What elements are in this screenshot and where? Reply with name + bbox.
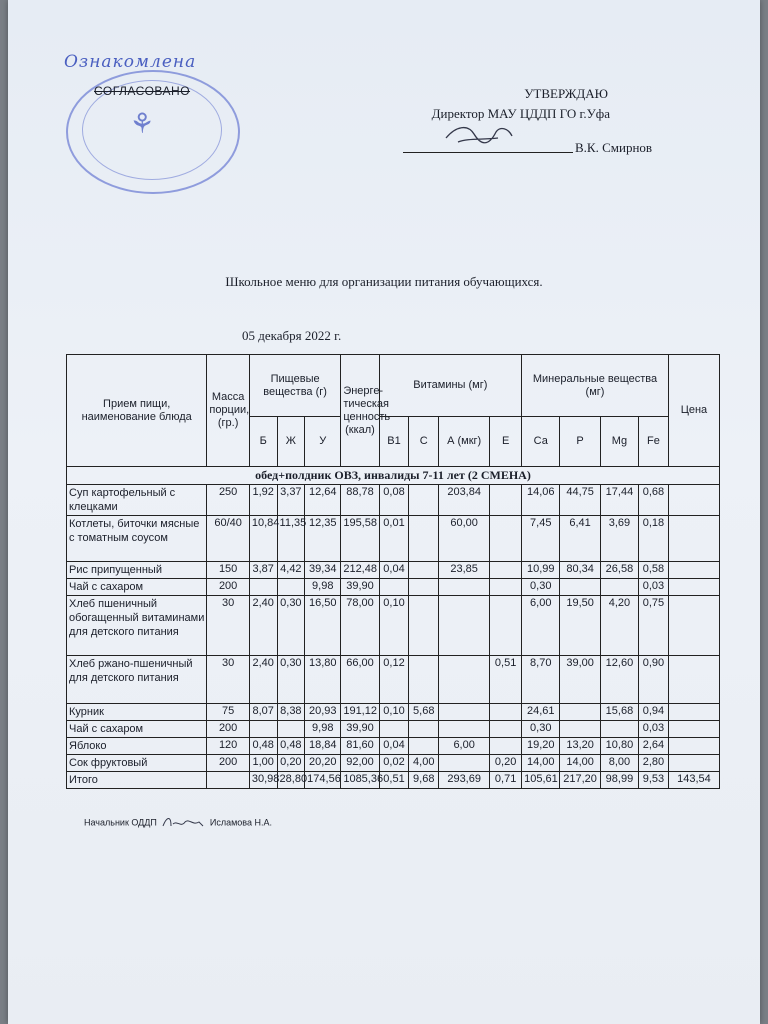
value-cell: 0,94 (639, 704, 669, 721)
table-row (67, 579, 720, 596)
value-cell: 0,10 (379, 704, 409, 721)
value-cell: 30 (207, 596, 250, 656)
value-cell (379, 579, 409, 596)
value-cell: 0,20 (490, 755, 522, 772)
value-cell: 217,20 (560, 772, 600, 789)
dish-name-cell: Курник (67, 704, 207, 721)
value-cell: 26,58 (600, 562, 638, 579)
dish-name-cell: Хлеб пшеничный обогащенный витаминами для детского питания (67, 596, 207, 656)
value-cell (249, 721, 277, 738)
table-row (67, 656, 720, 704)
header-sub: А (мкг) (439, 417, 490, 467)
header-energy: Энерге-тическая ценность (ккал) (341, 355, 379, 467)
header-sub: У (305, 417, 341, 467)
value-cell: 78,00 (341, 596, 379, 656)
value-cell: 39,00 (560, 656, 600, 704)
value-cell: 0,30 (522, 721, 560, 738)
value-cell (600, 721, 638, 738)
value-cell: 200 (207, 579, 250, 596)
value-cell: 105,61 (522, 772, 560, 789)
value-cell (668, 579, 719, 596)
value-cell: 92,00 (341, 755, 379, 772)
value-cell: 1,92 (249, 485, 277, 516)
value-cell (409, 562, 439, 579)
header-sub: Ж (277, 417, 305, 467)
value-cell (277, 721, 305, 738)
value-cell: 28,80 (277, 772, 305, 789)
value-cell: 39,90 (341, 579, 379, 596)
value-cell: 3,37 (277, 485, 305, 516)
value-cell: 20,20 (305, 755, 341, 772)
value-cell: 0,48 (277, 738, 305, 755)
value-cell: 12,60 (600, 656, 638, 704)
value-cell (668, 656, 719, 704)
table-row (67, 738, 720, 755)
value-cell (668, 562, 719, 579)
dish-name-cell: Рис припущенный (67, 562, 207, 579)
value-cell: 8,38 (277, 704, 305, 721)
value-cell: 16,50 (305, 596, 341, 656)
value-cell: 1085,36 (341, 772, 379, 789)
value-cell: 293,69 (439, 772, 490, 789)
value-cell (668, 704, 719, 721)
value-cell (439, 579, 490, 596)
value-cell: 8,70 (522, 656, 560, 704)
document-sheet (8, 0, 760, 1024)
director-name: В.К. Смирнов (575, 140, 653, 155)
signature-line (403, 152, 573, 153)
value-cell (600, 579, 638, 596)
dish-name-cell: Чай с сахаром (67, 721, 207, 738)
value-cell (668, 721, 719, 738)
value-cell (409, 721, 439, 738)
value-cell: 24,61 (522, 704, 560, 721)
value-cell (668, 516, 719, 562)
header-vitamins: Витамины (мг) (379, 355, 522, 417)
value-cell: 98,99 (600, 772, 638, 789)
value-cell: 0,90 (639, 656, 669, 704)
value-cell (560, 704, 600, 721)
value-cell: 30 (207, 656, 250, 704)
value-cell (207, 772, 250, 789)
header-sub: Е (490, 417, 522, 467)
value-cell: 11,35 (277, 516, 305, 562)
value-cell: 203,84 (439, 485, 490, 516)
value-cell: 15,68 (600, 704, 638, 721)
value-cell: 2,40 (249, 596, 277, 656)
value-cell: 0,10 (379, 596, 409, 656)
value-cell (490, 738, 522, 755)
header-sub: Са (522, 417, 560, 467)
value-cell: 14,06 (522, 485, 560, 516)
value-cell: 1,00 (249, 755, 277, 772)
menu-table (66, 354, 720, 789)
value-cell: 8,00 (600, 755, 638, 772)
value-cell: 0,03 (639, 579, 669, 596)
value-cell: 14,00 (522, 755, 560, 772)
value-cell: 0,12 (379, 656, 409, 704)
value-cell: 60,00 (439, 516, 490, 562)
value-cell (490, 721, 522, 738)
value-cell: 0,68 (639, 485, 669, 516)
value-cell: 2,64 (639, 738, 669, 755)
value-cell: 150 (207, 562, 250, 579)
stamp-handwriting: Ознакомлена (64, 52, 197, 72)
value-cell (439, 721, 490, 738)
table-row (67, 485, 720, 516)
value-cell (668, 596, 719, 656)
value-cell: 0,30 (277, 596, 305, 656)
value-cell (668, 485, 719, 516)
value-cell: 0,18 (639, 516, 669, 562)
value-cell: 3,87 (249, 562, 277, 579)
value-cell: 10,99 (522, 562, 560, 579)
value-cell: 5,68 (409, 704, 439, 721)
value-cell: 0,01 (379, 516, 409, 562)
value-cell: 6,00 (522, 596, 560, 656)
value-cell: 4,00 (409, 755, 439, 772)
value-cell: 143,54 (668, 772, 719, 789)
value-cell: 19,20 (522, 738, 560, 755)
value-cell: 19,50 (560, 596, 600, 656)
value-cell (668, 755, 719, 772)
value-cell: 0,04 (379, 738, 409, 755)
header-sub: Б (249, 417, 277, 467)
value-cell (379, 721, 409, 738)
value-cell (490, 596, 522, 656)
value-cell: 20,93 (305, 704, 341, 721)
header-sub: В1 (379, 417, 409, 467)
value-cell: 66,00 (341, 656, 379, 704)
table-row (67, 721, 720, 738)
value-cell: 13,20 (560, 738, 600, 755)
value-cell: 195,58 (341, 516, 379, 562)
value-cell: 81,60 (341, 738, 379, 755)
value-cell: 0,30 (522, 579, 560, 596)
value-cell: 60/40 (207, 516, 250, 562)
table-row (67, 562, 720, 579)
agreed-label: СОГЛАСОВАНО (94, 84, 191, 98)
dish-name-cell: Котлеты, биточки мясные с томатным соусом (67, 516, 207, 562)
value-cell: 9,98 (305, 579, 341, 596)
value-cell: 3,69 (600, 516, 638, 562)
value-cell (439, 596, 490, 656)
value-cell: 39,90 (341, 721, 379, 738)
value-cell: 2,40 (249, 656, 277, 704)
value-cell: 0,58 (639, 562, 669, 579)
header-sub: Р (560, 417, 600, 467)
dish-name-cell: Яблоко (67, 738, 207, 755)
value-cell: 12,35 (305, 516, 341, 562)
value-cell: 191,12 (341, 704, 379, 721)
value-cell: 250 (207, 485, 250, 516)
value-cell (668, 738, 719, 755)
value-cell: 212,48 (341, 562, 379, 579)
dish-name-cell: Чай с сахаром (67, 579, 207, 596)
footer-name: Исламова Н.А. (209, 817, 272, 828)
value-cell (409, 656, 439, 704)
value-cell: 10,80 (600, 738, 638, 755)
value-cell: 23,85 (439, 562, 490, 579)
value-cell (409, 516, 439, 562)
value-cell (439, 656, 490, 704)
value-cell (490, 579, 522, 596)
value-cell: 0,71 (490, 772, 522, 789)
value-cell: 0,02 (379, 755, 409, 772)
value-cell: 0,04 (379, 562, 409, 579)
value-cell: 9,53 (639, 772, 669, 789)
value-cell (409, 596, 439, 656)
header-minerals: Минеральные вещества (мг) (522, 355, 669, 417)
value-cell (490, 562, 522, 579)
value-cell: 0,75 (639, 596, 669, 656)
value-cell: 8,07 (249, 704, 277, 721)
value-cell (490, 516, 522, 562)
total-row (67, 772, 720, 789)
value-cell: 174,56 (305, 772, 341, 789)
value-cell: 2,80 (639, 755, 669, 772)
value-cell (277, 579, 305, 596)
value-cell: 0,30 (277, 656, 305, 704)
value-cell (560, 579, 600, 596)
header-sub: С (409, 417, 439, 467)
value-cell (490, 704, 522, 721)
value-cell: 9,98 (305, 721, 341, 738)
value-cell: 120 (207, 738, 250, 755)
footer-signature-mark (159, 814, 207, 832)
value-cell: 0,48 (249, 738, 277, 755)
document-date: 05 декабря 2022 г. (242, 328, 342, 343)
header-sub: Mg (600, 417, 638, 467)
header-sub: Fe (639, 417, 669, 467)
value-cell: 14,00 (560, 755, 600, 772)
value-cell: 4,20 (600, 596, 638, 656)
dish-name-cell: Сок фруктовый (67, 755, 207, 772)
value-cell: 7,45 (522, 516, 560, 562)
value-cell (249, 579, 277, 596)
value-cell: 75 (207, 704, 250, 721)
section-heading: обед+полдник ОВЗ, инвалиды 7-11 лет (2 СМЕНА) (67, 467, 720, 485)
value-cell (409, 738, 439, 755)
stamp-emblem-icon: ⚘ (129, 109, 155, 140)
value-cell: 0,51 (379, 772, 409, 789)
value-cell: 6,41 (560, 516, 600, 562)
value-cell: 0,51 (490, 656, 522, 704)
dish-name-cell: Хлеб ржано-пшеничный для детского питания (67, 656, 207, 704)
dish-name-cell: Суп картофельный с клецками (67, 485, 207, 516)
header-nutrients: Пищевые вещества (г) (249, 355, 340, 417)
table-row (67, 516, 720, 562)
value-cell: 0,20 (277, 755, 305, 772)
table-row (67, 596, 720, 656)
value-cell (439, 755, 490, 772)
value-cell: 0,03 (639, 721, 669, 738)
dish-name-cell: Итого (67, 772, 207, 789)
value-cell: 200 (207, 721, 250, 738)
table-row (67, 704, 720, 721)
value-cell: 44,75 (560, 485, 600, 516)
value-cell: 80,34 (560, 562, 600, 579)
document-title: Школьное меню для организации питания обучающихся. (225, 274, 543, 289)
value-cell: 200 (207, 755, 250, 772)
header-meal: Прием пищи, наименование блюда (67, 355, 207, 467)
value-cell: 10,84 (249, 516, 277, 562)
value-cell: 9,68 (409, 772, 439, 789)
value-cell: 17,44 (600, 485, 638, 516)
value-cell: 39,34 (305, 562, 341, 579)
header-mass: Масса порции, (гр.) (207, 355, 250, 467)
value-cell: 12,64 (305, 485, 341, 516)
value-cell (409, 579, 439, 596)
value-cell (560, 721, 600, 738)
value-cell: 0,08 (379, 485, 409, 516)
value-cell (490, 485, 522, 516)
value-cell: 30,98 (249, 772, 277, 789)
value-cell: 18,84 (305, 738, 341, 755)
value-cell: 88,78 (341, 485, 379, 516)
value-cell: 4,42 (277, 562, 305, 579)
value-cell (439, 704, 490, 721)
value-cell (409, 485, 439, 516)
approve-position: Директор МАУ ЦДДП ГО г.Уфа (431, 106, 610, 121)
footer-signature (84, 814, 272, 832)
header-price: Цена (668, 355, 719, 467)
footer-position: Начальник ОДДП (84, 817, 157, 828)
approve-title: УТВЕРЖДАЮ (524, 86, 608, 101)
table-row (67, 755, 720, 772)
value-cell: 13,80 (305, 656, 341, 704)
value-cell: 6,00 (439, 738, 490, 755)
